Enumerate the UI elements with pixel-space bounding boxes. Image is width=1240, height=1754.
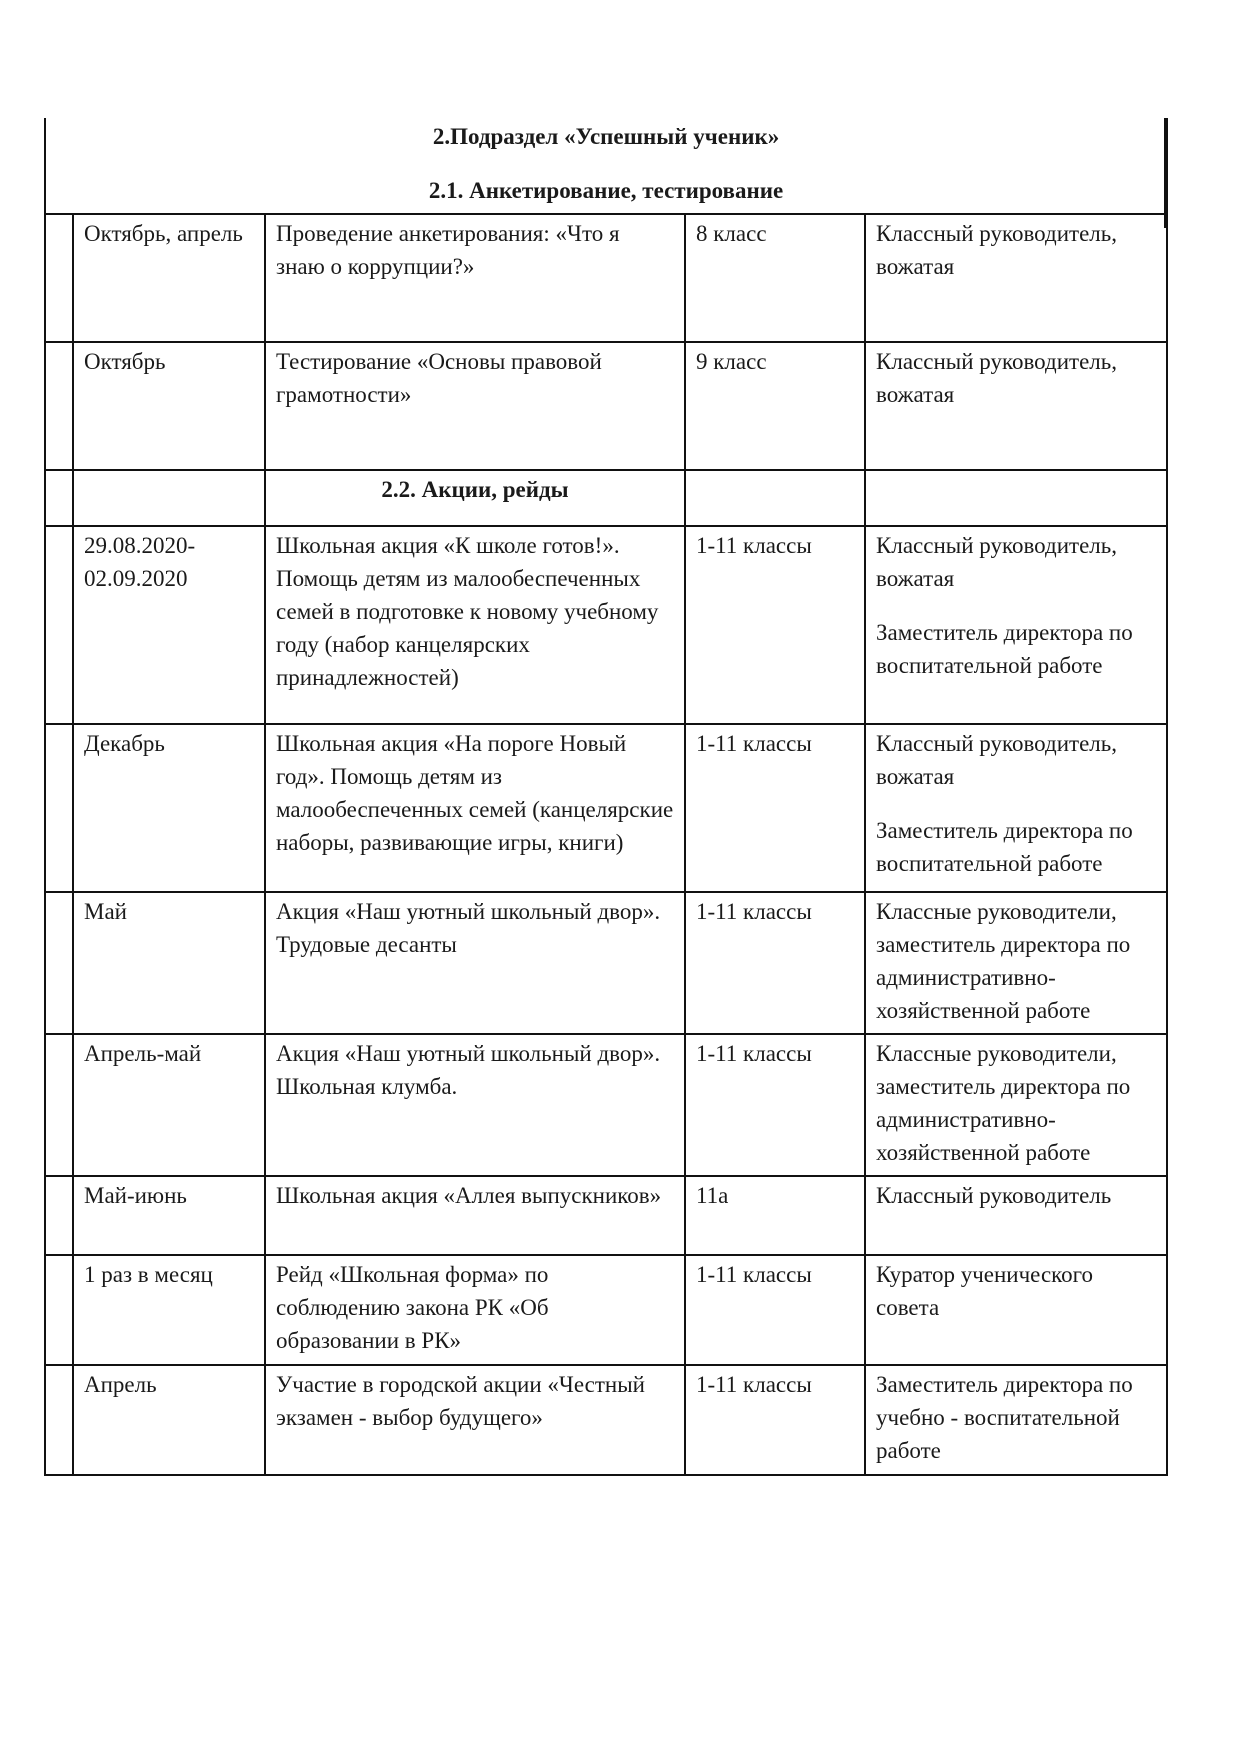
document-page xyxy=(44,118,1166,1476)
table-cell-responsible xyxy=(865,1034,1167,1176)
responsible-text: Классный руководитель, вожатая xyxy=(876,349,1117,407)
table-cell-date xyxy=(73,470,265,526)
table-cell-participants: 1-11 классы xyxy=(685,1255,865,1365)
responsible-text: Классные руководители, заместитель директора по административно-хозяйственной работе xyxy=(876,1041,1131,1165)
table-cell-date: Апрель-май xyxy=(73,1034,265,1176)
table-cell-responsible xyxy=(865,214,1167,342)
table-cell-activity: Участие в городской акции «Честный экзамен - выбор будущего» xyxy=(265,1365,685,1475)
table-cell-activity: Школьная акция «К школе готов!». Помощь детям из малообеспеченных семей в подготовке к новому учебному году (набор канцелярских принадлежностей) xyxy=(265,526,685,724)
table-cell-responsible xyxy=(865,892,1167,1034)
table-cell-index xyxy=(45,1255,73,1365)
table-cell-date: 29.08.2020-02.09.2020 xyxy=(73,526,265,724)
table-row xyxy=(45,342,1167,470)
responsible-text: Классные руководители, заместитель директора по административно-хозяйственной работе xyxy=(876,899,1131,1023)
responsible-gap xyxy=(876,793,1156,814)
table-cell-participants: 11а xyxy=(685,1176,865,1255)
table-cell-activity: Проведение анкетирования: «Что я знаю о коррупции?» xyxy=(265,214,685,342)
table-cell-participants: 1-11 классы xyxy=(685,1365,865,1475)
table-cell-responsible xyxy=(865,1365,1167,1475)
subsection-title-actions: 2.2. Акции, рейды xyxy=(265,470,685,526)
table-cell-date: Октябрь, апрель xyxy=(73,214,265,342)
table-continuation-left xyxy=(44,118,46,228)
table-row xyxy=(45,526,1167,724)
table-cell-participants: 8 класс xyxy=(685,214,865,342)
table-cell-index xyxy=(45,1176,73,1255)
plan-table xyxy=(44,118,1168,1476)
section-header-row xyxy=(45,118,1167,214)
table-cell-activity: Школьная акция «На пороге Новый год». Помощь детям из малообеспеченных семей (канцелярские наборы, развивающие игры, книги) xyxy=(265,724,685,892)
table-cell-activity: Тестирование «Основы правовой грамотности» xyxy=(265,342,685,470)
table-cell-date: Декабрь xyxy=(73,724,265,892)
table-cell-responsible xyxy=(865,526,1167,724)
table-cell-index xyxy=(45,214,73,342)
responsible-text: Куратор ученического совета xyxy=(876,1262,1094,1320)
table-row xyxy=(45,214,1167,342)
table-cell-responsible xyxy=(865,724,1167,892)
section-header-cell xyxy=(45,118,1167,214)
responsible-text: Заместитель директора по воспитательной работе xyxy=(876,818,1133,876)
table-cell-responsible xyxy=(865,1176,1167,1255)
responsible-text: Классный руководитель xyxy=(876,1183,1112,1208)
table-cell-index xyxy=(45,1365,73,1475)
table-cell-responsible xyxy=(865,342,1167,470)
table-cell-date: 1 раз в месяц xyxy=(73,1255,265,1365)
table-cell-participants: 9 класс xyxy=(685,342,865,470)
table-cell-date: Апрель xyxy=(73,1365,265,1475)
table-cell-participants: 1-11 классы xyxy=(685,724,865,892)
table-cell-index xyxy=(45,470,73,526)
responsible-text: Классный руководитель, вожатая xyxy=(876,731,1117,789)
table-cell-responsible xyxy=(865,470,1167,526)
table-cell-participants: 1-11 классы xyxy=(685,892,865,1034)
table-row xyxy=(45,724,1167,892)
responsible-text: Классный руководитель, вожатая xyxy=(876,221,1117,279)
table-row xyxy=(45,1255,1167,1365)
subsection-row-actions xyxy=(45,470,1167,526)
table-row xyxy=(45,892,1167,1034)
table-cell-index xyxy=(45,892,73,1034)
responsible-text: Классный руководитель, вожатая xyxy=(876,533,1117,591)
table-row xyxy=(45,1034,1167,1176)
table-cell-activity: Акция «Наш уютный школьный двор». Трудовые десанты xyxy=(265,892,685,1034)
table-row xyxy=(45,1365,1167,1475)
table-cell-date: Октябрь xyxy=(73,342,265,470)
table-cell-index xyxy=(45,1034,73,1176)
table-cell-index xyxy=(45,526,73,724)
table-row xyxy=(45,1176,1167,1255)
subsection-title-survey: 2.1. Анкетирование, тестирование xyxy=(428,178,784,203)
table-cell-participants: 1-11 классы xyxy=(685,1034,865,1176)
responsible-gap xyxy=(876,595,1156,616)
table-cell-activity: Школьная акция «Аллея выпускников» xyxy=(265,1176,685,1255)
table-cell-date: Май-июнь xyxy=(73,1176,265,1255)
table-cell-participants: 1-11 классы xyxy=(685,526,865,724)
table-continuation-right xyxy=(1164,118,1166,228)
table-cell-participants xyxy=(685,470,865,526)
table-cell-responsible xyxy=(865,1255,1167,1365)
responsible-text: Заместитель директора по воспитательной работе xyxy=(876,620,1133,678)
table-cell-activity: Рейд «Школьная форма» по соблюдению закона РК «Об образовании в РК» xyxy=(265,1255,685,1365)
section-title: 2.Подраздел «Успешный ученик» xyxy=(432,124,780,149)
responsible-text: Заместитель директора по учебно - воспитательной работе xyxy=(876,1372,1133,1463)
plan-table-body xyxy=(45,118,1167,1475)
table-cell-index xyxy=(45,342,73,470)
table-cell-index xyxy=(45,724,73,892)
table-cell-date: Май xyxy=(73,892,265,1034)
table-cell-activity: Акция «Наш уютный школьный двор». Школьная клумба. xyxy=(265,1034,685,1176)
